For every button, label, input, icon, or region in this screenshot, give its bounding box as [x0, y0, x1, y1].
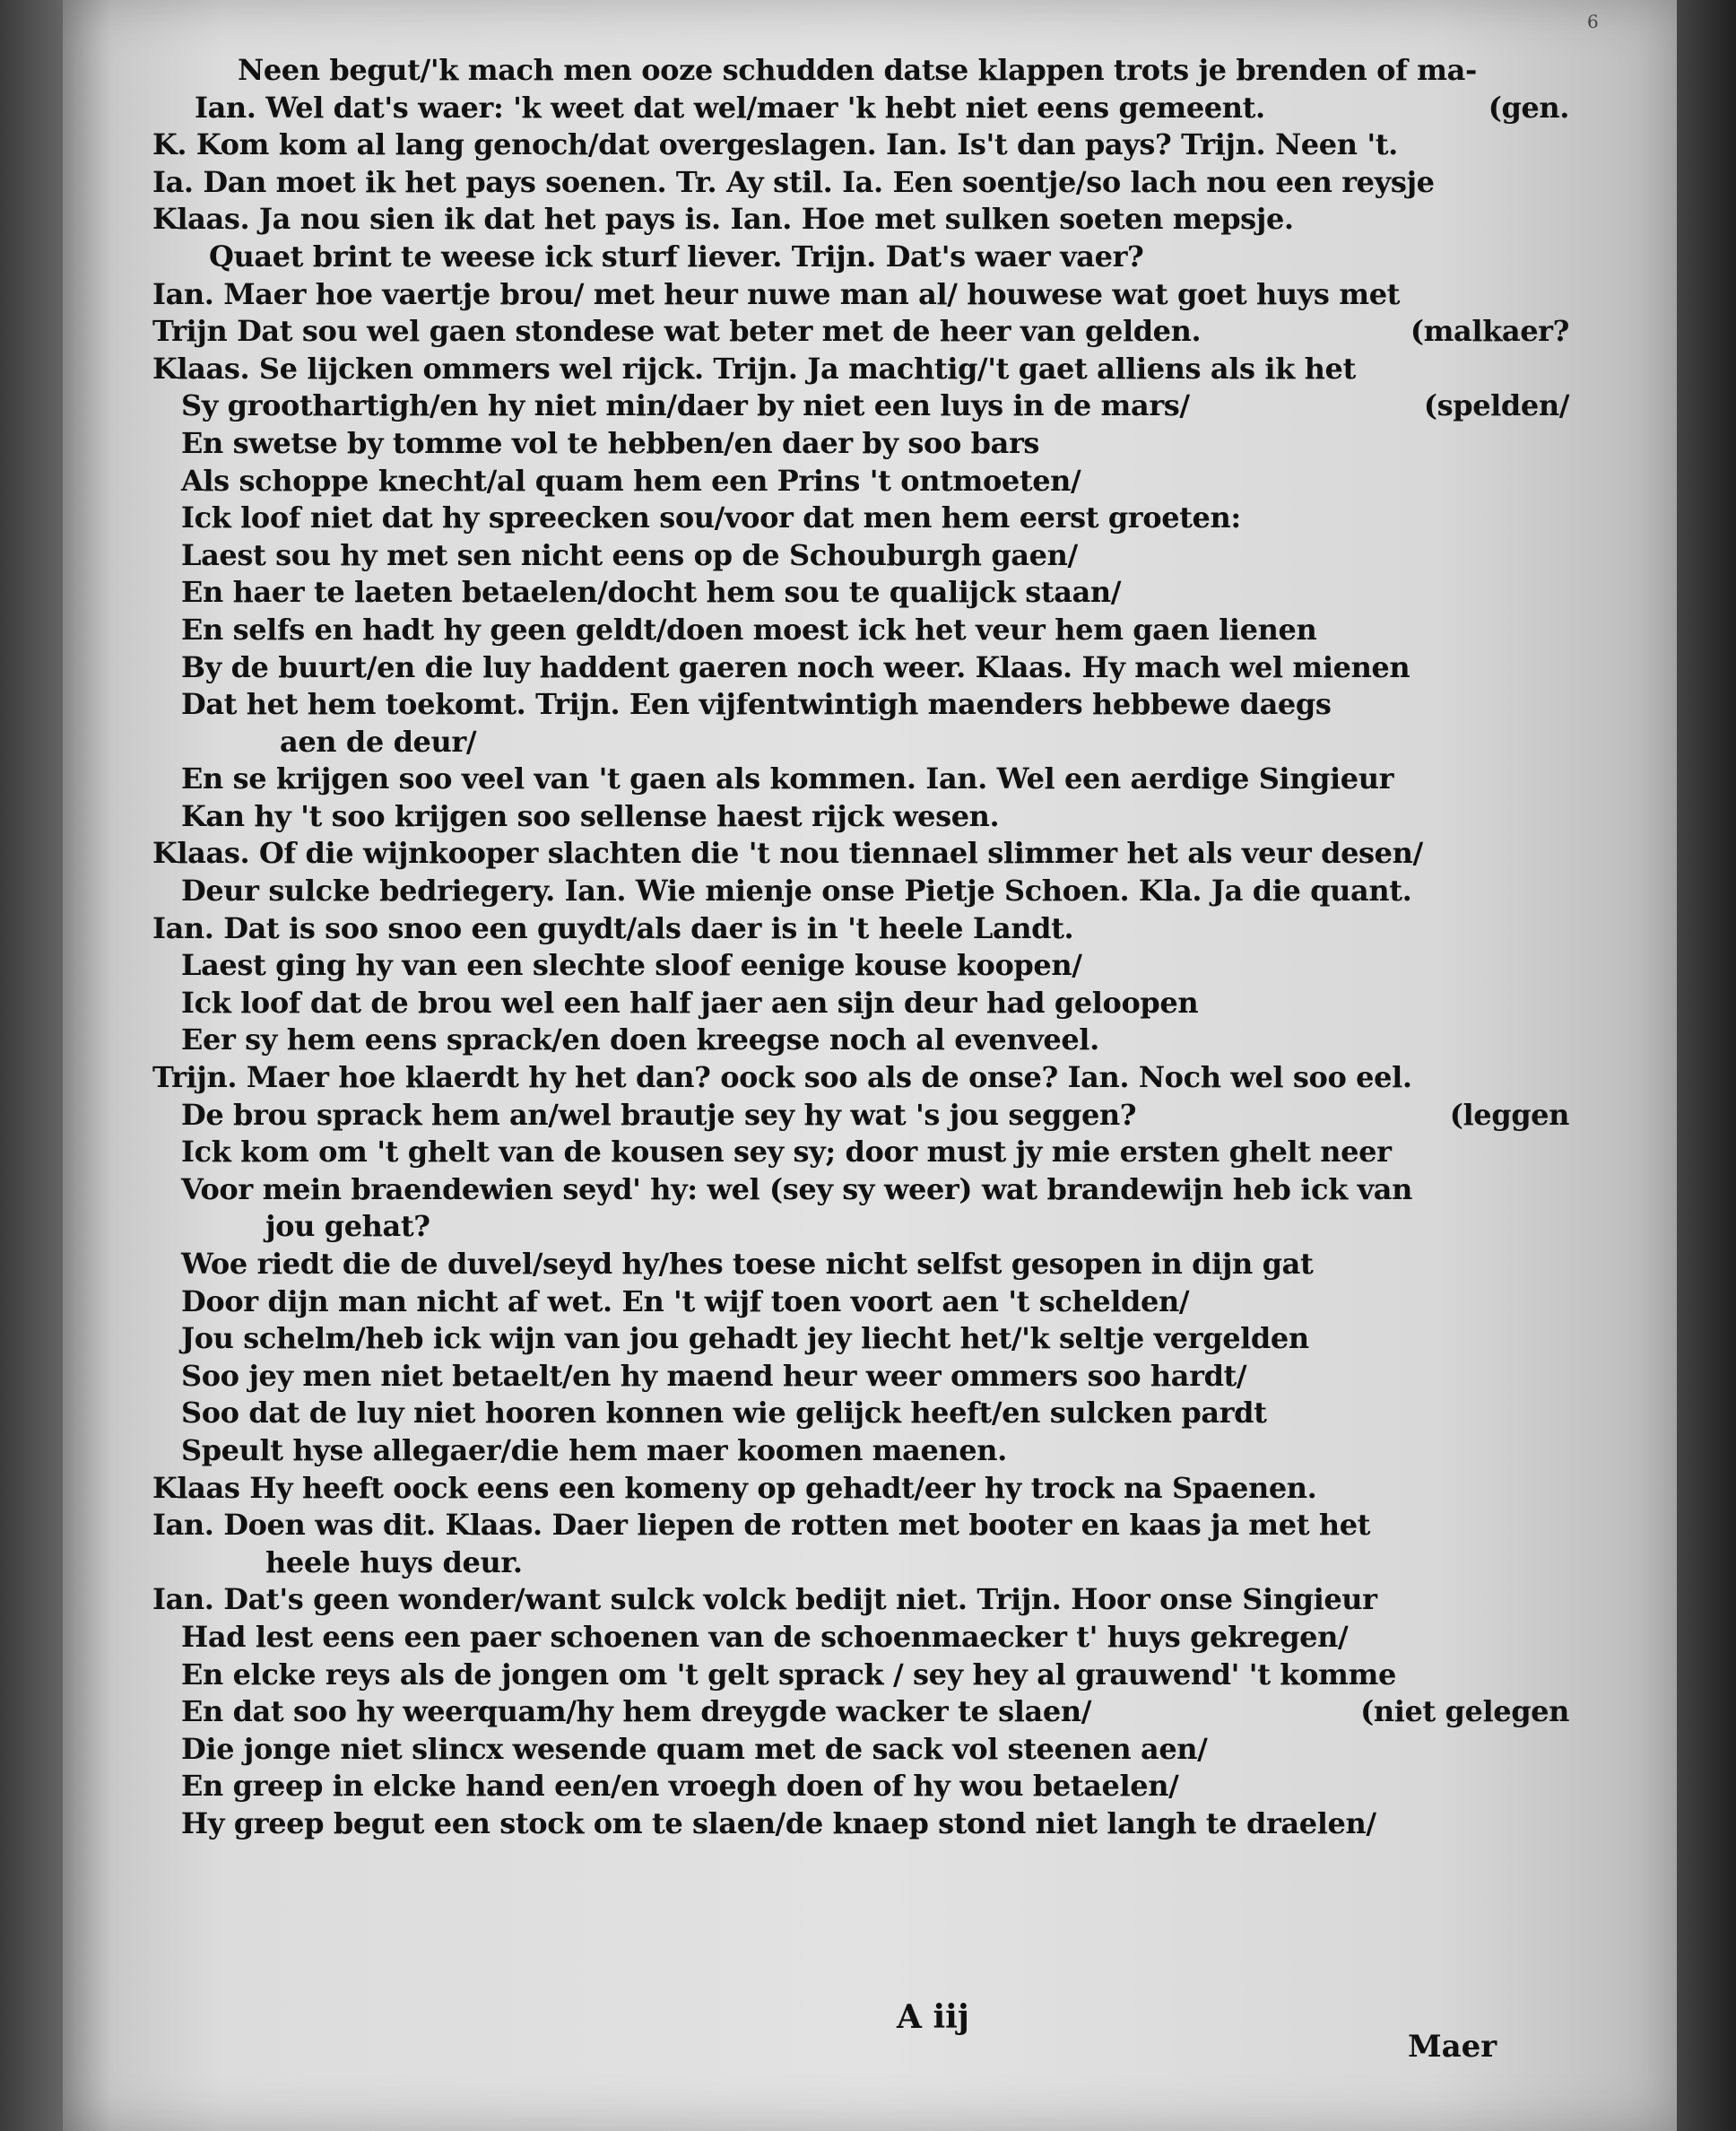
text-line	[152, 761, 1569, 798]
line-text: Soo dat de luy niet hooren konnen wie gelijck heeft/en sulcken pardt	[181, 1396, 1267, 1431]
line-text: Sy groothartigh/en hy niet min/daer by niet een luys in de mars/	[181, 388, 1190, 423]
text-line	[152, 1246, 1569, 1283]
line-text: En elcke reys als de jongen om 't gelt sprack / sey hey al grauwend' 't komme	[181, 1657, 1396, 1692]
text-line	[152, 1657, 1569, 1694]
line-text: Woe riedt die de duvel/seyd hy/hes toese nicht selfst gesopen in dijn gat	[181, 1247, 1314, 1281]
text-line	[152, 649, 1569, 687]
line-text: K. Kom kom al lang genoch/dat overgeslagen. Ian. Is't dan pays? Trijn. Neen 't.	[152, 127, 1398, 162]
line-text: Jou schelm/heb ick wijn van jou gehadt jey liecht het/'k seltje vergelden	[181, 1321, 1309, 1356]
line-text: Ick loof niet dat hy spreecken sou/voor dat men hem eerst groeten:	[181, 500, 1241, 535]
text-line	[152, 1171, 1569, 1209]
line-text: Laest sou hy met sen nicht eens op de Schouburgh gaen/	[181, 537, 1078, 572]
line-text: Ick loof dat de brou wel een half jaer aen sijn deur had geloopen	[181, 985, 1199, 1020]
text-line	[152, 724, 1569, 761]
text-line	[152, 1320, 1569, 1358]
line-text: En selfs en hadt hy geen geldt/doen moest ick het veur hem gaen lienen	[181, 612, 1317, 647]
line-turnover: (niet gelegen	[1360, 1694, 1569, 1729]
text-line	[152, 500, 1569, 537]
text-line	[152, 537, 1569, 575]
text-line	[152, 1432, 1569, 1470]
line-text: Klaas. Of die wijnkooper slachten die 't nou tiennael slimmer het als veur desen/	[152, 836, 1423, 871]
line-text: En dat soo hy weerquam/hy hem dreygde wacker te slaen/	[181, 1694, 1091, 1729]
line-turnover: (gen.	[1488, 90, 1569, 125]
line-text: Laest ging hy van een slechte sloof eenige kouse koopen/	[181, 948, 1082, 983]
text-line	[152, 1134, 1569, 1171]
line-text: Quaet brint te weese ick sturf liever. Trijn. Dat's waer vaer?	[209, 239, 1144, 274]
line-text: Ick kom om 't ghelt van de kousen sey sy; door must jy mie ersten ghelt neer	[181, 1135, 1392, 1170]
text-line	[152, 425, 1569, 463]
line-text: Soo jey men niet betaelt/en hy maend heur weer ommers soo hardt/	[181, 1358, 1247, 1393]
line-text: Klaas. Se lijcken ommers wel rijck. Trijn. Ja machtig/'t gaet alliens als ik het	[152, 351, 1356, 386]
line-text: aen de deur/	[280, 724, 477, 759]
text-line	[152, 1208, 1569, 1246]
text-line	[152, 387, 1569, 425]
line-text: Ian. Maer hoe vaertje brou/ met heur nuwe man al/ houwese wat goet huys met	[152, 276, 1401, 311]
signature-mark: A iij	[897, 1998, 969, 2036]
line-text: Klaas. Ja nou sien ik dat het pays is. Ian. Hoe met sulken soeten mepsje.	[152, 202, 1294, 237]
line-text: Trijn. Maer hoe klaerdt hy het dan? oock soo als de onse? Ian. Noch wel soo eel.	[152, 1060, 1412, 1095]
line-text: En greep in elcke hand een/en vroegh doen of hy wou betaelen/	[181, 1769, 1179, 1804]
line-text: heele huys deur.	[265, 1544, 523, 1579]
text-line	[152, 798, 1569, 836]
text-line	[152, 313, 1569, 351]
text-line	[152, 1768, 1569, 1805]
text-line	[152, 276, 1569, 314]
line-text: Hy greep begut een stock om te slaen/de knaep stond niet langh te draelen/	[181, 1805, 1376, 1840]
text-line	[152, 686, 1569, 724]
text-line	[152, 126, 1569, 164]
text-line	[152, 1805, 1569, 1843]
text-line	[152, 1731, 1569, 1769]
text-line	[152, 574, 1569, 612]
line-text: Als schoppe knecht/al quam hem een Prins 't ontmoeten/	[181, 463, 1081, 498]
text-line	[152, 910, 1569, 948]
text-line	[152, 1693, 1569, 1731]
line-text: Ian. Dat is soo snoo een guydt/als daer is in 't heele Landt.	[152, 910, 1074, 945]
text-line	[152, 351, 1569, 388]
line-text: Kan hy 't soo krijgen soo sellense haest rijck wesen.	[181, 798, 1000, 833]
line-text: Ian. Dat's geen wonder/want sulck volck bedijt niet. Trijn. Hoor onse Singieur	[152, 1582, 1377, 1617]
text-line	[152, 1619, 1569, 1657]
line-text: En se krijgen soo veel van 't gaen als kommen. Ian. Wel een aerdige Singieur	[181, 761, 1394, 796]
line-text: By de buurt/en die luy haddent gaeren noch weer. Klaas. Hy mach wel mienen	[181, 649, 1410, 684]
text-line	[152, 1581, 1569, 1619]
line-text: En swetse by tomme vol te hebben/en daer by soo bars	[181, 425, 1040, 460]
text-line	[152, 52, 1569, 90]
line-text: Neen begut/'k mach men ooze schudden datse klappen trots je brenden of ma-	[238, 53, 1477, 87]
line-text: Trijn Dat sou wel gaen stondese wat beter met de heer van gelden.	[152, 314, 1202, 349]
text-line	[152, 985, 1569, 1022]
line-turnover: (malkaer?	[1410, 314, 1569, 349]
text-line	[152, 947, 1569, 985]
text-line	[152, 612, 1569, 649]
text-line	[152, 1097, 1569, 1135]
line-text: Ia. Dan moet ik het pays soenen. Tr. Ay stil. Ia. Een soentje/so lach nou een reysje	[152, 164, 1435, 199]
text-line	[152, 1022, 1569, 1059]
line-text: Ian. Doen was dit. Klaas. Daer liepen de rotten met booter en kaas ja met het	[152, 1508, 1371, 1543]
line-text: Had lest eens een paer schoenen van de schoenmaecker t' huys gekregen/	[181, 1619, 1349, 1654]
text-line	[152, 1395, 1569, 1432]
text-line	[152, 1059, 1569, 1097]
text-line	[152, 201, 1569, 239]
line-text: En haer te laeten betaelen/docht hem sou te qualijck staan/	[181, 575, 1122, 610]
line-text: Speult hyse allegaer/die hem maer koomen maenen.	[181, 1432, 1007, 1467]
catchword: Maer	[1408, 2029, 1497, 2065]
text-line	[152, 873, 1569, 910]
page-number: 6	[1587, 11, 1599, 32]
line-text: Door dijn man nicht af wet. En 't wijf toen voort aen 't schelden/	[181, 1283, 1190, 1318]
text-line	[152, 239, 1569, 276]
page-text	[152, 52, 1569, 1843]
text-line	[152, 835, 1569, 873]
line-text: De brou sprack hem an/wel brautje sey hy wat 's jou seggen?	[181, 1097, 1137, 1132]
text-line	[152, 90, 1569, 127]
line-text: Voor mein braendewien seyd' hy: wel (sey sy weer) wat brandewijn heb ick van	[181, 1171, 1413, 1206]
text-line	[152, 1358, 1569, 1396]
text-line	[152, 1544, 1569, 1582]
text-line	[152, 1283, 1569, 1321]
line-turnover: (leggen	[1449, 1097, 1569, 1132]
line-text: Die jonge niet slincx wesende quam met de sack vol steenen aen/	[181, 1731, 1208, 1766]
line-text: Dat het hem toekomt. Trijn. Een vijfentwintigh maenders hebbewe daegs	[181, 687, 1332, 722]
text-line	[152, 1507, 1569, 1544]
text-line	[152, 463, 1569, 500]
book-page	[63, 0, 1677, 2131]
line-text: Eer sy hem eens sprack/en doen kreegse noch al evenveel.	[181, 1022, 1099, 1057]
text-line	[152, 1470, 1569, 1508]
line-text: Klaas Hy heeft oock eens een komeny op gehadt/eer hy trock na Spaenen.	[152, 1470, 1317, 1505]
line-text: jou gehat?	[265, 1209, 430, 1244]
line-turnover: (spelden/	[1423, 388, 1569, 423]
line-text: Ian. Wel dat's waer: 'k weet dat wel/maer 'k hebt niet eens gemeent.	[195, 90, 1265, 125]
line-text: Deur sulcke bedriegery. Ian. Wie mienje onse Pietje Schoen. Kla. Ja die quant.	[181, 874, 1412, 909]
text-line	[152, 164, 1569, 202]
